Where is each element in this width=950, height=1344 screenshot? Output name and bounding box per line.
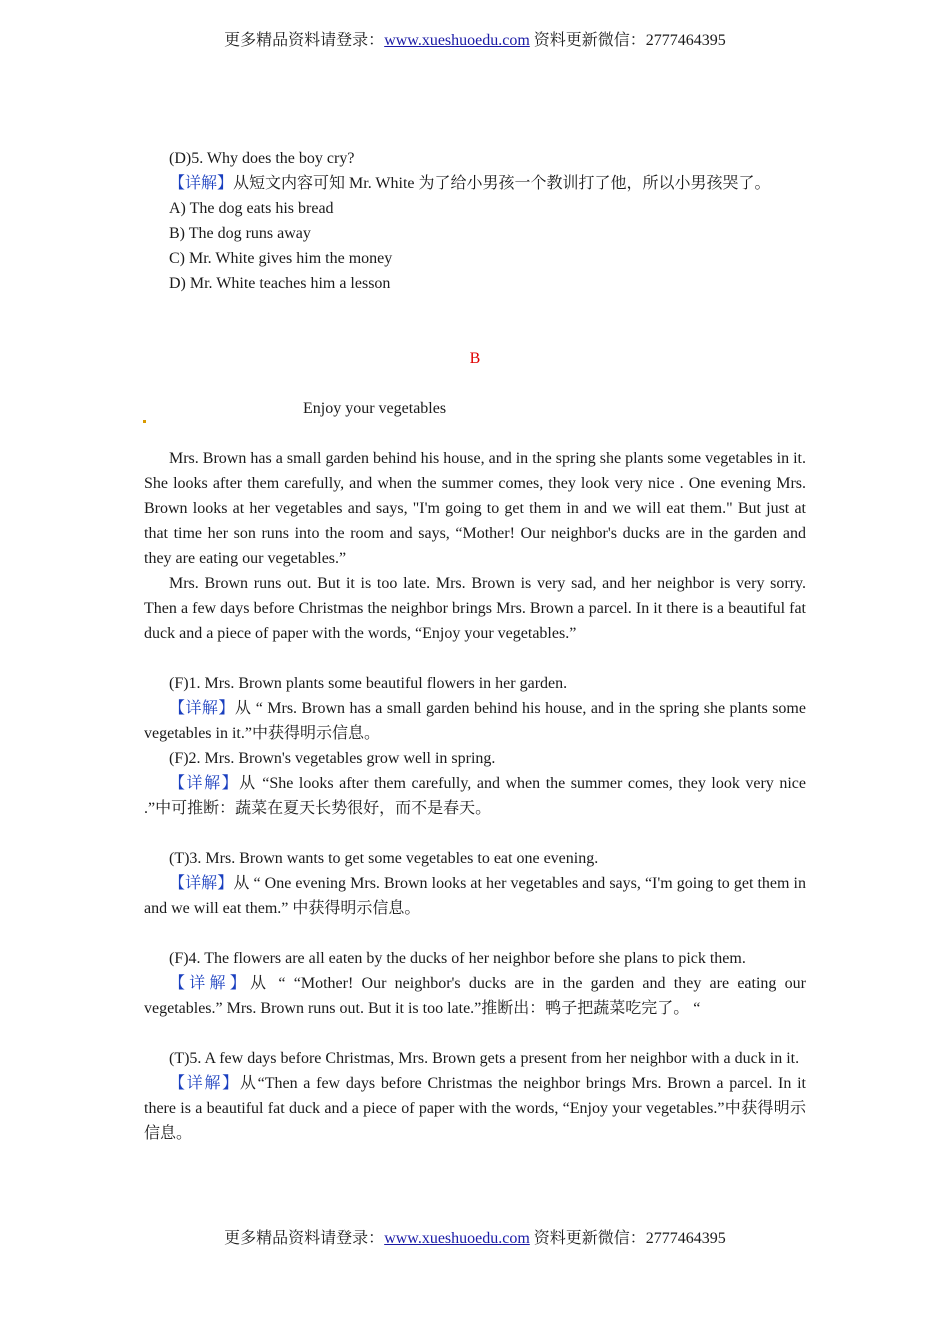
detail-tag: 【详解】	[169, 1075, 240, 1092]
detail-tag: 【详解】	[169, 875, 234, 892]
section-label: B	[469, 350, 481, 367]
header-prefix: 更多精品资料请登录：	[224, 32, 385, 49]
passage-paragraph: Mrs. Brown runs out. But it is too late. Mrs. Brown is very sad, and her neighbor is very sorry. Then a few days before Christmas the neighbor brings Mrs. Brown a parcel. In it there is a beautiful fat duck and a piece of paper with the words, “Enjoy your vegetables.”	[144, 575, 806, 642]
detail-tag: 【详解】	[169, 700, 235, 717]
detail-text: 从“Then a few days before Christmas the neighbor brings Mrs. Brown a parcel. In it there is a beautiful fat duck and a piece of paper with the words, “Enjoy your vegetables.”中获得明示信息。	[144, 1075, 806, 1142]
header-suffix: 资料更新微信：2777464395	[529, 32, 726, 49]
detail-text: 从 “ Mrs. Brown has a small garden behind his house, and in the spring she plants some vegetables in it.”中获得明示信息。	[144, 700, 806, 742]
detail-b2	[144, 771, 806, 821]
stray-mark	[143, 420, 146, 423]
detail-a5	[144, 171, 806, 196]
page-header	[0, 28, 950, 53]
passage-paragraph: Mrs. Brown has a small garden behind his house, and in the spring she plants some vegetables in it. She looks after them carefully, and when the summer comes, they look very nice . One evening Mrs. Brown looks at her vegetables and says, "I'm going to get them in and we will eat them." But just at that time her son runs into the room and says, “Mother! Our neighbor's ducks are in the garden and they are eating our vegetables.”	[144, 450, 806, 567]
detail-text: 从 “She looks after them carefully, and when the summer comes, they look very nice .”中可推断：蔬菜在夏天长势很好，而不是春天。	[144, 775, 806, 817]
question-b2: (F)2. Mrs. Brown's vegetables grow well in spring.	[169, 750, 496, 767]
option-d: D) Mr. White teaches him a lesson	[169, 275, 391, 292]
option-b: B) The dog runs away	[169, 225, 311, 242]
question-b1: (F)1. Mrs. Brown plants some beautiful flowers in her garden.	[169, 675, 568, 692]
header-link[interactable]: www.xueshuoedu.com	[384, 32, 530, 49]
detail-tag: 【详解】	[169, 975, 250, 992]
detail-text: 从 “ “Mother! Our neighbor's ducks are in the garden and they are eating our vegetables.” Mrs. Brown runs out. But it is too late.”推断出：鸭子把蔬菜吃完了。 “	[144, 975, 806, 1017]
footer-prefix: 更多精品资料请登录：	[224, 1230, 385, 1247]
option-a: A) The dog eats his bread	[169, 200, 334, 217]
question-b4: (F)4. The flowers are all eaten by the ducks of her neighbor before she plans to pick them.	[169, 950, 746, 967]
detail-tag: 【详解】	[169, 775, 240, 792]
detail-b3	[144, 871, 806, 921]
footer-link[interactable]: www.xueshuoedu.com	[384, 1230, 530, 1247]
detail-b5	[144, 1071, 806, 1146]
detail-text: 从 “ One evening Mrs. Brown looks at her vegetables and says, “I'm going to get them in and we will eat them.” 中获得明示信息。	[144, 875, 806, 917]
option-c: C) Mr. White gives him the money	[169, 250, 393, 267]
question-a5: (D)5. Why does the boy cry?	[169, 150, 355, 167]
document-body	[144, 146, 806, 1146]
detail-tag: 【详解】	[169, 175, 234, 192]
question-b3: (T)3. Mrs. Brown wants to get some vegetables to eat one evening.	[169, 850, 599, 867]
passage-title: Enjoy your vegetables	[303, 400, 447, 417]
detail-text: 从短文内容可知 Mr. White 为了给小男孩一个教训打了他，所以小男孩哭了。	[233, 175, 771, 192]
footer-suffix: 资料更新微信：2777464395	[529, 1230, 726, 1247]
question-b5: (T)5. A few days before Christmas, Mrs. Brown gets a present from her neighbor with a duck in it.	[169, 1050, 800, 1067]
page-footer	[0, 1226, 950, 1251]
detail-b1	[144, 696, 806, 746]
detail-b4	[144, 971, 806, 1021]
